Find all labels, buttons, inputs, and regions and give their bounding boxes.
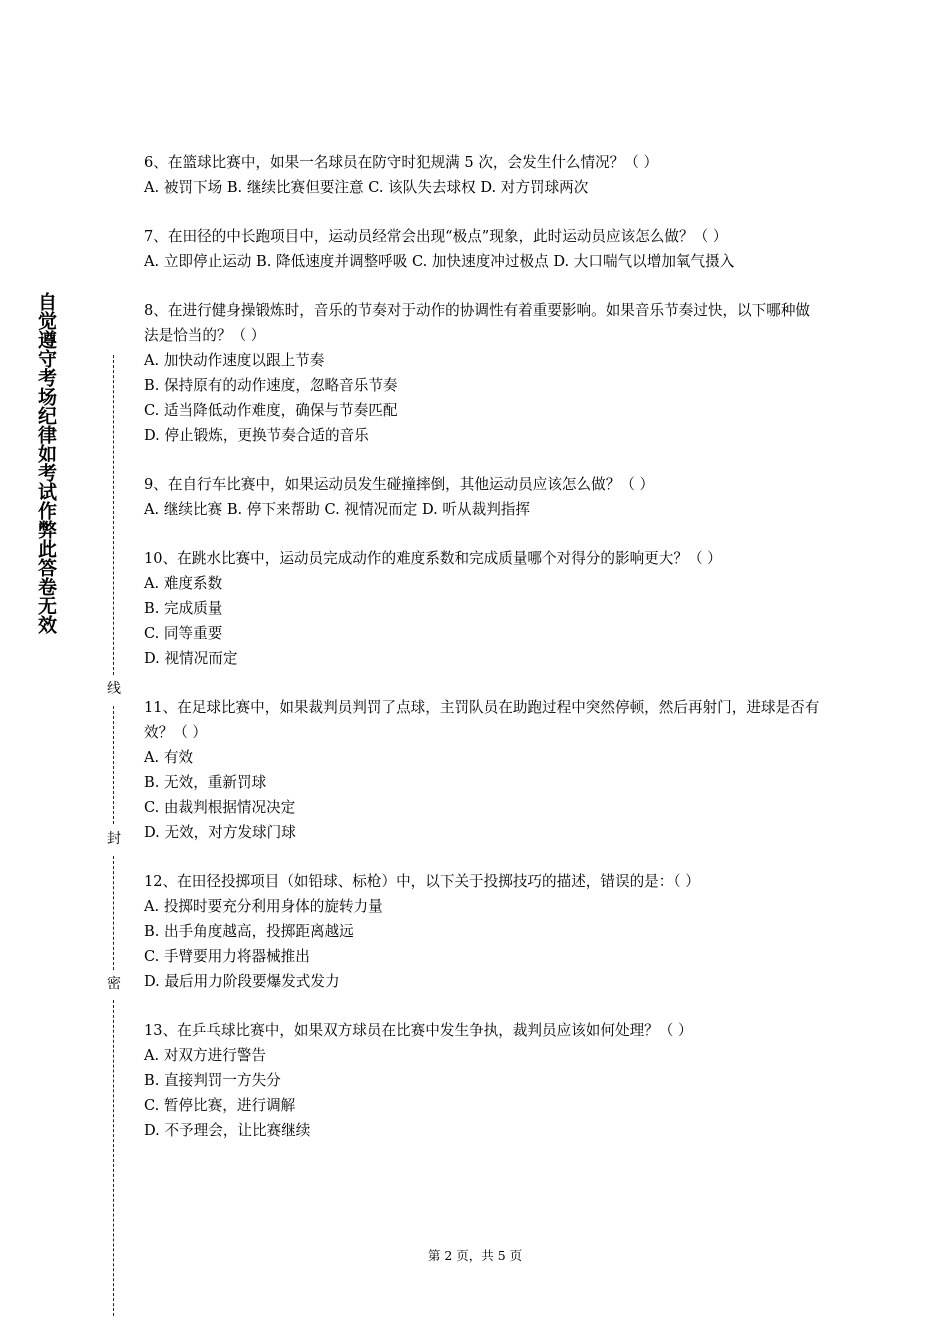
question-options: A. 继续比赛 B. 停下来帮助 C. 视情况而定 D. 听从裁判指挥 <box>144 501 530 518</box>
option-d: D. 停止锻炼，更换节奏合适的音乐 <box>144 427 369 444</box>
option-d: D. 无效，对方发球门球 <box>144 824 296 841</box>
option-b: B. 出手角度越高，投掷距离越远 <box>144 923 354 940</box>
question-10 <box>144 546 824 671</box>
question-stem: 7、在田径的中长跑项目中，运动员经常会出现“极点”现象，此时运动员应该怎么做？（ ） <box>144 228 728 245</box>
binding-label-mi: 密 <box>107 976 121 992</box>
option-c: C. 由裁判根据情况决定 <box>144 799 296 816</box>
exam-discipline-warning: 自觉遵守考场纪律如考试作弊此答卷无效 <box>35 292 57 634</box>
binding-dashed-line <box>113 706 114 824</box>
binding-dashed-line <box>113 355 114 675</box>
option-a: A. 难度系数 <box>144 575 223 592</box>
question-7 <box>144 224 824 274</box>
binding-dashed-line <box>113 1000 114 1316</box>
page-number-footer: 第 2 页，共 5 页 <box>427 1248 523 1263</box>
question-stem: 10、在跳水比赛中，运动员完成动作的难度系数和完成质量哪个对得分的影响更大？（ ） <box>144 550 722 567</box>
option-d: D. 视情况而定 <box>144 650 238 667</box>
question-stem: 6、在篮球比赛中，如果一名球员在防守时犯规满 5 次，会发生什么情况？（ ） <box>144 154 659 171</box>
option-a: A. 对双方进行警告 <box>144 1047 266 1064</box>
question-stem: 12、在田径投掷项目（如铅球、标枪）中，以下关于投掷技巧的描述，错误的是：（ ） <box>144 873 700 890</box>
question-options: A. 立即停止运动 B. 降低速度并调整呼吸 C. 加快速度冲过极点 D. 大口喘气以增加氧气摄入 <box>144 253 735 270</box>
question-stem: 11、在足球比赛中，如果裁判员判罚了点球，主罚队员在助跑过程中突然停顿，然后再射门，进球是否有效？（ ） <box>144 699 820 741</box>
question-13 <box>144 1018 824 1143</box>
binding-dashed-line <box>113 856 114 970</box>
option-d: D. 不予理会，让比赛继续 <box>144 1122 311 1139</box>
question-options: A. 被罚下场 B. 继续比赛但要注意 C. 该队失去球权 D. 对方罚球两次 <box>144 179 589 196</box>
option-c: C. 暂停比赛，进行调解 <box>144 1097 296 1114</box>
question-11 <box>144 695 824 845</box>
question-6 <box>144 150 824 200</box>
question-8 <box>144 298 824 448</box>
option-c: C. 同等重要 <box>144 625 223 642</box>
binding-label-xian: 线 <box>107 681 121 697</box>
question-9 <box>144 472 824 522</box>
option-b: B. 无效，重新罚球 <box>144 774 267 791</box>
option-c: C. 适当降低动作难度，确保与节奏匹配 <box>144 402 398 419</box>
option-d: D. 最后用力阶段要爆发式发力 <box>144 973 340 990</box>
option-a: A. 投掷时要充分利用身体的旋转力量 <box>144 898 383 915</box>
option-a: A. 有效 <box>144 749 194 766</box>
question-12 <box>144 869 824 994</box>
question-stem: 9、在自行车比赛中，如果运动员发生碰撞摔倒，其他运动员应该怎么做？（ ） <box>144 476 655 493</box>
option-c: C. 手臂要用力将器械推出 <box>144 948 310 965</box>
question-stem: 13、在乒乓球比赛中，如果双方球员在比赛中发生争执，裁判员应该如何处理？（ ） <box>144 1022 693 1039</box>
option-b: B. 保持原有的动作速度，忽略音乐节奏 <box>144 377 398 394</box>
option-a: A. 加快动作速度以跟上节奏 <box>144 352 325 369</box>
option-b: B. 直接判罚一方失分 <box>144 1072 281 1089</box>
question-stem: 8、在进行健身操锻炼时，音乐的节奏对于动作的协调性有着重要影响。如果音乐节奏过快，以下哪种做法是恰当的？（ ） <box>144 302 811 344</box>
question-list <box>144 150 824 1167</box>
option-b: B. 完成质量 <box>144 600 223 617</box>
binding-label-feng: 封 <box>107 831 121 847</box>
